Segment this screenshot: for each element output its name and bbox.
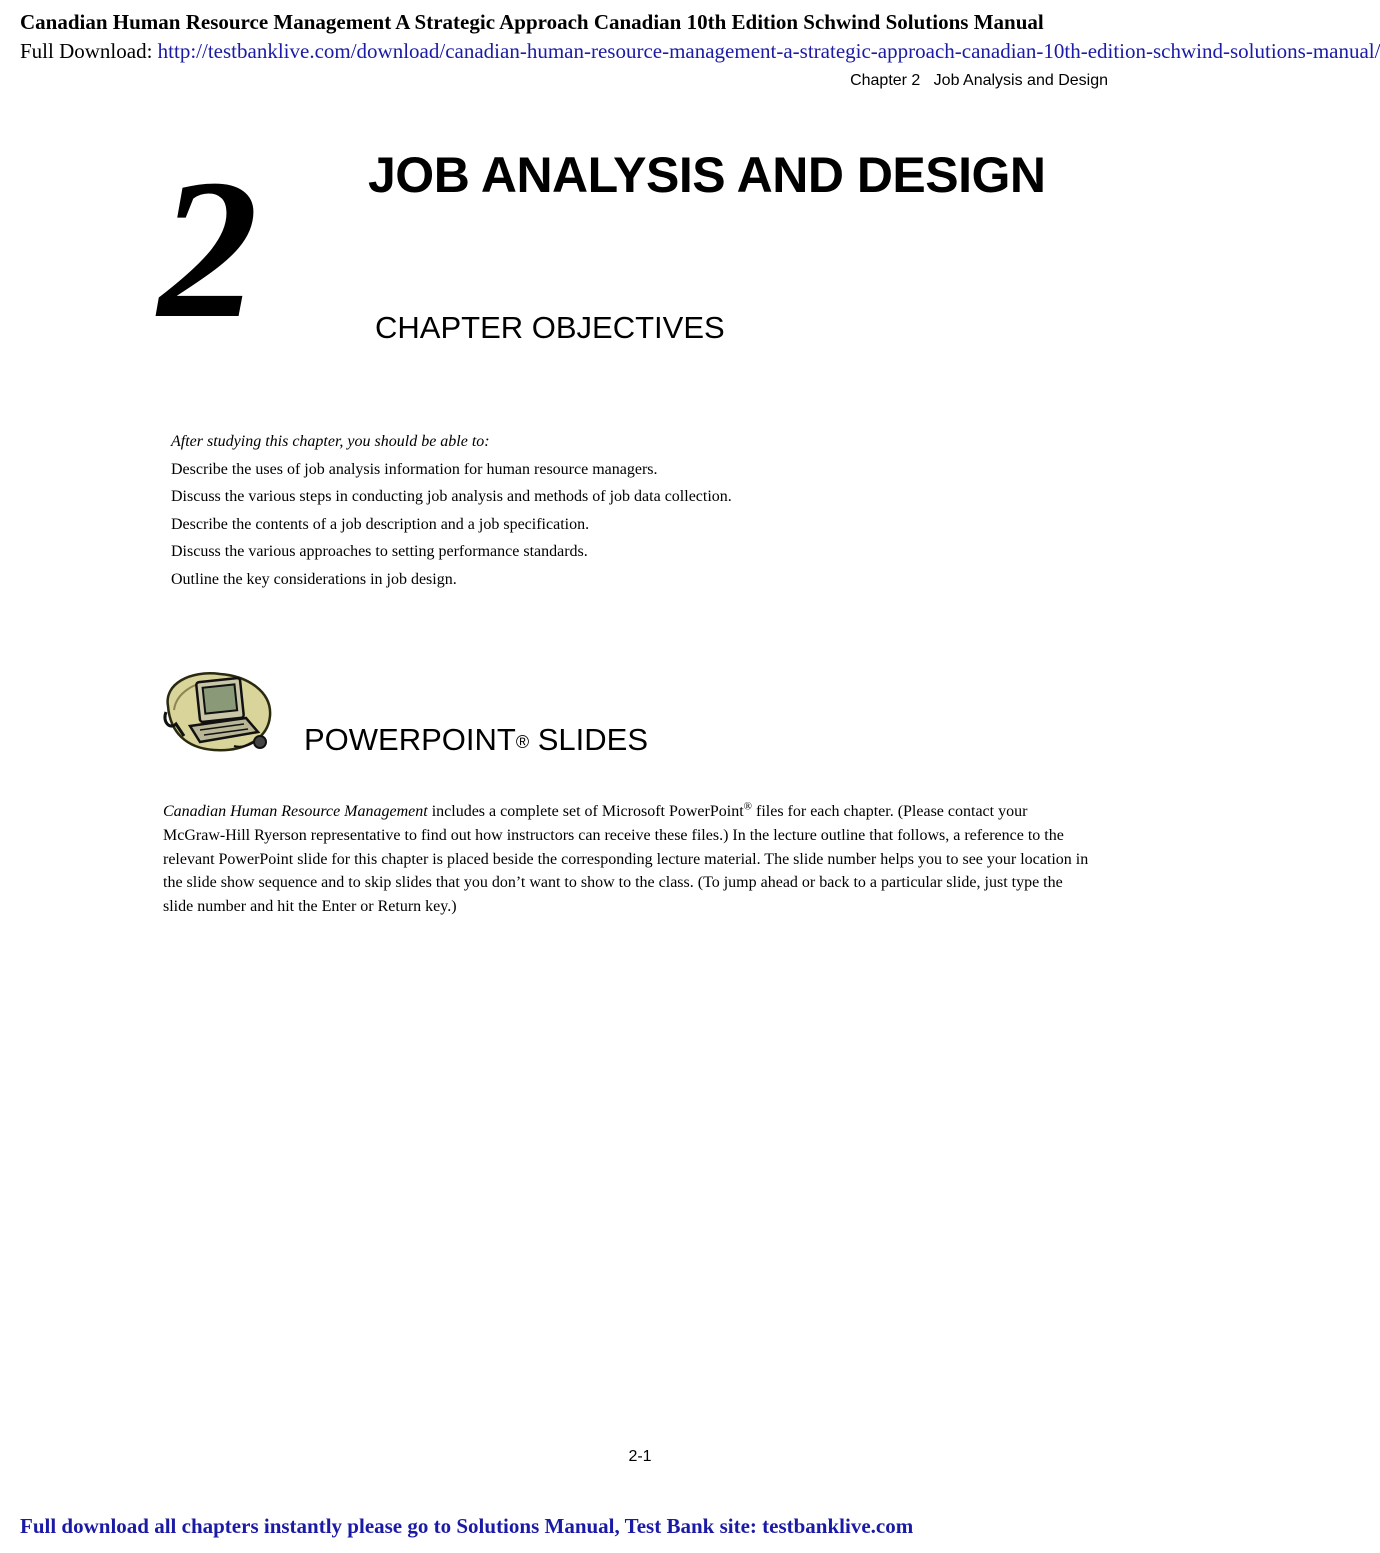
powerpoint-heading xyxy=(304,722,648,758)
powerpoint-heading-main: POWERPOINT xyxy=(304,722,516,757)
chapter-number: 2 xyxy=(158,139,258,360)
registered-mark: ® xyxy=(743,800,752,813)
download-link[interactable]: http://testbanklive.com/download/canadian-human-resource-management-a-strategic-approach-canadian-10th-edition-schwind-solutions-manual/ xyxy=(157,39,1380,63)
objective-item: Describe the uses of job analysis information for human resource managers. xyxy=(171,460,658,478)
book-title: Canadian Human Resource Management xyxy=(163,803,428,820)
page-number: 2-1 xyxy=(628,1448,652,1465)
computer-icon xyxy=(160,666,275,756)
download-label: Full Download: xyxy=(20,39,158,63)
registered-mark: ® xyxy=(515,732,530,752)
paragraph-text-part2: files for each chapter. (Please contact your McGraw-Hill Ryerson representative to find out how instructors can receive these files.) In the lecture outline that follows, a reference to the relevant PowerPoint slide for this chapter is placed beside the corresponding lecture material. The slide number helps you to see your location in the slide show sequence and to skip slides that you don’t want to show to the class. (To jump ahead or back to a particular slide, just type the slide number and hit the Enter or Return key.) xyxy=(163,803,1089,916)
objective-item: Discuss the various steps in conducting job analysis and methods of job data collection. xyxy=(171,488,732,506)
download-line xyxy=(20,39,1380,64)
powerpoint-heading-end: SLIDES xyxy=(529,722,648,757)
document-title: Canadian Human Resource Management A Strategic Approach Canadian 10th Edition Schwind Solutions Manual xyxy=(20,10,1044,34)
paragraph-text-part1: includes a complete set of Microsoft PowerPoint xyxy=(427,803,744,820)
objectives-intro: After studying this chapter, you should be able to: xyxy=(171,433,490,450)
objective-item: Outline the key considerations in job design. xyxy=(171,570,457,588)
running-header: Chapter 2 Job Analysis and Design xyxy=(850,72,1108,89)
objective-item: Describe the contents of a job description and a job specification. xyxy=(171,515,590,533)
objective-item: Discuss the various approaches to setting performance standards. xyxy=(171,543,588,561)
objectives-heading: CHAPTER OBJECTIVES xyxy=(375,310,725,345)
powerpoint-paragraph xyxy=(163,800,1093,919)
chapter-title: JOB ANALYSIS AND DESIGN xyxy=(368,147,1046,203)
objectives-list xyxy=(171,428,732,594)
footer-promo: Full download all chapters instantly please go to Solutions Manual, Test Bank site: testbanklive.com xyxy=(20,1514,914,1538)
